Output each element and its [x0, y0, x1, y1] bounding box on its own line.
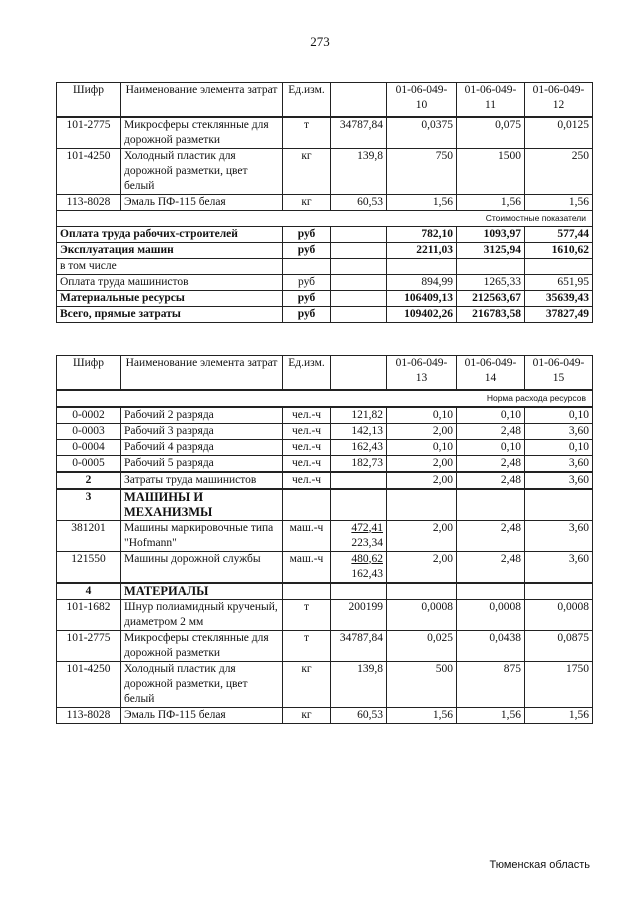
row-price — [331, 520, 387, 551]
section-title: МАШИНЫ И МЕХАНИЗМЫ — [121, 489, 283, 521]
row-price-operator: 223,34 — [351, 536, 383, 549]
row-code: 101-1682 — [57, 599, 121, 630]
summary-value: 106409,13 — [387, 290, 457, 306]
row-value: 1,56 — [457, 707, 525, 723]
row-value: 0,0375 — [387, 117, 457, 149]
row-code: 101-2775 — [57, 630, 121, 661]
header-code: Шифр — [57, 83, 121, 117]
row-name: Шнур полиамидный крученый, диаметром 2 мм — [121, 599, 283, 630]
row-code: 101-2775 — [57, 117, 121, 149]
row-value: 3,60 — [525, 551, 593, 583]
summary-empty — [331, 226, 387, 242]
header-name: Наименование элемента затрат — [121, 356, 283, 390]
row-value: 1750 — [525, 661, 593, 707]
summary-value: 782,10 — [387, 226, 457, 242]
summary-value: 212563,67 — [457, 290, 525, 306]
row-value: 0,10 — [387, 439, 457, 455]
row-name: Холодный пластик для дорожной разметки, цвет белый — [121, 148, 283, 194]
row-value: 500 — [387, 661, 457, 707]
row-name: Рабочий 5 разряда — [121, 455, 283, 472]
summary-value: 651,95 — [525, 274, 593, 290]
summary-value: 577,44 — [525, 226, 593, 242]
header-norm-1: 01-06-049-13 — [387, 356, 457, 390]
table-row — [57, 630, 593, 661]
section-number: 3 — [57, 489, 121, 521]
section-row-materials — [57, 583, 593, 600]
subheader-row — [57, 210, 593, 226]
row-price: 182,73 — [331, 455, 387, 472]
table-row — [57, 551, 593, 583]
row-unit: кг — [283, 661, 331, 707]
summary-row — [57, 226, 593, 242]
table-row — [57, 455, 593, 472]
header-unit: Ед.изм. — [283, 83, 331, 117]
row-value: 2,48 — [457, 551, 525, 583]
row-value: 1500 — [457, 148, 525, 194]
row-code: 113-8028 — [57, 707, 121, 723]
row-unit: кг — [283, 148, 331, 194]
summary-unit: руб — [283, 242, 331, 258]
row-price: 139,8 — [331, 148, 387, 194]
row-value: 2,00 — [387, 423, 457, 439]
row-value: 0,10 — [457, 439, 525, 455]
row-value: 2,00 — [387, 551, 457, 583]
row-code: 381201 — [57, 520, 121, 551]
row-value: 0,025 — [387, 630, 457, 661]
summary-empty — [331, 242, 387, 258]
row-price — [331, 551, 387, 583]
row-name: Микросферы стеклянные для дорожной разметки — [121, 630, 283, 661]
table-row — [57, 520, 593, 551]
summary-unit: руб — [283, 274, 331, 290]
row-value: 2,48 — [457, 520, 525, 551]
row-code: 101-4250 — [57, 661, 121, 707]
header-norm-3: 01-06-049-15 — [525, 356, 593, 390]
summary-value: 1093,97 — [457, 226, 525, 242]
row-code: 0-0003 — [57, 423, 121, 439]
header-norm-3: 01-06-049-12 — [525, 83, 593, 117]
row-price: 139,8 — [331, 661, 387, 707]
row-price: 60,53 — [331, 707, 387, 723]
row-value: 875 — [457, 661, 525, 707]
row-unit: т — [283, 599, 331, 630]
table-header-row — [57, 356, 593, 390]
row-unit: т — [283, 117, 331, 149]
summary-row — [57, 306, 593, 322]
row-unit: кг — [283, 707, 331, 723]
table-header-row — [57, 83, 593, 117]
table-row — [57, 439, 593, 455]
row-value: 2,48 — [457, 472, 525, 489]
header-unit: Ед.изм. — [283, 356, 331, 390]
resource-table-1 — [56, 82, 593, 323]
summary-value: 1610,62 — [525, 242, 593, 258]
row-value: 0,10 — [525, 407, 593, 424]
row-code: 2 — [57, 472, 121, 489]
header-norm-2: 01-06-049-14 — [457, 356, 525, 390]
row-value: 0,0125 — [525, 117, 593, 149]
row-value: 1,56 — [525, 194, 593, 210]
row-value: 0,10 — [457, 407, 525, 424]
summary-value: 2211,03 — [387, 242, 457, 258]
header-norm-1: 01-06-049-10 — [387, 83, 457, 117]
table-row — [57, 148, 593, 194]
table-row — [57, 407, 593, 424]
section-number: 4 — [57, 583, 121, 600]
summary-value: 3125,94 — [457, 242, 525, 258]
row-unit: чел.-ч — [283, 407, 331, 424]
row-value: 2,48 — [457, 455, 525, 472]
subheader-consumption-norm: Норма расхода ресурсов — [57, 390, 593, 407]
summary-value — [457, 258, 525, 274]
row-value: 0,075 — [457, 117, 525, 149]
summary-value — [387, 258, 457, 274]
row-value: 0,10 — [387, 407, 457, 424]
summary-label: Эксплуатация машин — [57, 242, 283, 258]
summary-row — [57, 290, 593, 306]
row-unit: т — [283, 630, 331, 661]
row-value: 0,0008 — [457, 599, 525, 630]
row-name: Эмаль ПФ-115 белая — [121, 194, 283, 210]
row-code: 101-4250 — [57, 148, 121, 194]
row-value: 0,0438 — [457, 630, 525, 661]
resource-table-2 — [56, 355, 593, 724]
row-price-main: 480,62 — [351, 552, 383, 565]
row-unit: маш.-ч — [283, 551, 331, 583]
row-name: Затраты труда машинистов — [121, 472, 283, 489]
summary-empty — [331, 274, 387, 290]
subheader-row — [57, 390, 593, 407]
row-code: 121550 — [57, 551, 121, 583]
row-value: 3,60 — [525, 520, 593, 551]
row-value: 1,56 — [387, 194, 457, 210]
summary-label: Оплата труда рабочих-строителей — [57, 226, 283, 242]
row-unit: чел.-ч — [283, 455, 331, 472]
row-unit: чел.-ч — [283, 439, 331, 455]
row-name: Рабочий 2 разряда — [121, 407, 283, 424]
header-price — [331, 83, 387, 117]
region-footer: Тюменская область — [489, 859, 590, 871]
row-value: 3,60 — [525, 423, 593, 439]
header-name: Наименование элемента затрат — [121, 83, 283, 117]
summary-row — [57, 242, 593, 258]
row-value: 750 — [387, 148, 457, 194]
table-row — [57, 707, 593, 723]
row-name: Рабочий 3 разряда — [121, 423, 283, 439]
table-row — [57, 599, 593, 630]
section-title: МАТЕРИАЛЫ — [121, 583, 283, 600]
summary-empty — [331, 258, 387, 274]
summary-value: 216783,58 — [457, 306, 525, 322]
row-value: 3,60 — [525, 472, 593, 489]
table-row — [57, 194, 593, 210]
row-price: 60,53 — [331, 194, 387, 210]
section-row-machines — [57, 489, 593, 521]
summary-empty — [331, 306, 387, 322]
summary-row — [57, 274, 593, 290]
row-value: 0,10 — [525, 439, 593, 455]
summary-unit: руб — [283, 306, 331, 322]
row-value: 3,60 — [525, 455, 593, 472]
summary-value: 894,99 — [387, 274, 457, 290]
summary-unit — [283, 258, 331, 274]
row-value: 0,0008 — [525, 599, 593, 630]
row-value: 2,00 — [387, 472, 457, 489]
row-price: 34787,84 — [331, 630, 387, 661]
summary-value: 1265,33 — [457, 274, 525, 290]
row-value: 1,56 — [457, 194, 525, 210]
row-price-main: 472,41 — [351, 521, 383, 534]
row-value: 2,00 — [387, 455, 457, 472]
table-row — [57, 423, 593, 439]
row-value: 1,56 — [525, 707, 593, 723]
summary-label: Оплата труда машинистов — [57, 274, 283, 290]
row-price: 121,82 — [331, 407, 387, 424]
row-value: 2,00 — [387, 520, 457, 551]
row-name: Эмаль ПФ-115 белая — [121, 707, 283, 723]
summary-unit: руб — [283, 290, 331, 306]
row-code: 0-0002 — [57, 407, 121, 424]
row-unit: кг — [283, 194, 331, 210]
row-price — [331, 472, 387, 489]
row-value: 0,0008 — [387, 599, 457, 630]
row-value: 1,56 — [387, 707, 457, 723]
row-price: 162,43 — [331, 439, 387, 455]
summary-empty — [331, 290, 387, 306]
table-row — [57, 117, 593, 149]
summary-label: в том числе — [57, 258, 283, 274]
row-code: 0-0005 — [57, 455, 121, 472]
row-name: Рабочий 4 разряда — [121, 439, 283, 455]
summary-value: 109402,26 — [387, 306, 457, 322]
row-name: Микросферы стеклянные для дорожной разметки — [121, 117, 283, 149]
row-unit: чел.-ч — [283, 423, 331, 439]
summary-value: 37827,49 — [525, 306, 593, 322]
summary-row — [57, 258, 593, 274]
operators-row — [57, 472, 593, 489]
row-name: Машины маркировочные типа "Hofmann" — [121, 520, 283, 551]
summary-label: Материальные ресурсы — [57, 290, 283, 306]
row-code: 113-8028 — [57, 194, 121, 210]
summary-value: 35639,43 — [525, 290, 593, 306]
header-price — [331, 356, 387, 390]
row-name: Холодный пластик для дорожной разметки, цвет белый — [121, 661, 283, 707]
row-price: 34787,84 — [331, 117, 387, 149]
row-name: Машины дорожной службы — [121, 551, 283, 583]
row-unit: маш.-ч — [283, 520, 331, 551]
row-price: 200199 — [331, 599, 387, 630]
row-code: 0-0004 — [57, 439, 121, 455]
header-code: Шифр — [57, 356, 121, 390]
summary-value — [525, 258, 593, 274]
summary-label: Всего, прямые затраты — [57, 306, 283, 322]
row-value: 250 — [525, 148, 593, 194]
row-price-operator: 162,43 — [351, 567, 383, 580]
row-value: 0,0875 — [525, 630, 593, 661]
summary-unit: руб — [283, 226, 331, 242]
row-price: 142,13 — [331, 423, 387, 439]
table-row — [57, 661, 593, 707]
subheader-cost-indicators: Стоимостные показатели — [57, 210, 593, 226]
row-value: 2,48 — [457, 423, 525, 439]
row-unit: чел.-ч — [283, 472, 331, 489]
page-number: 273 — [310, 34, 330, 49]
header-norm-2: 01-06-049-11 — [457, 83, 525, 117]
